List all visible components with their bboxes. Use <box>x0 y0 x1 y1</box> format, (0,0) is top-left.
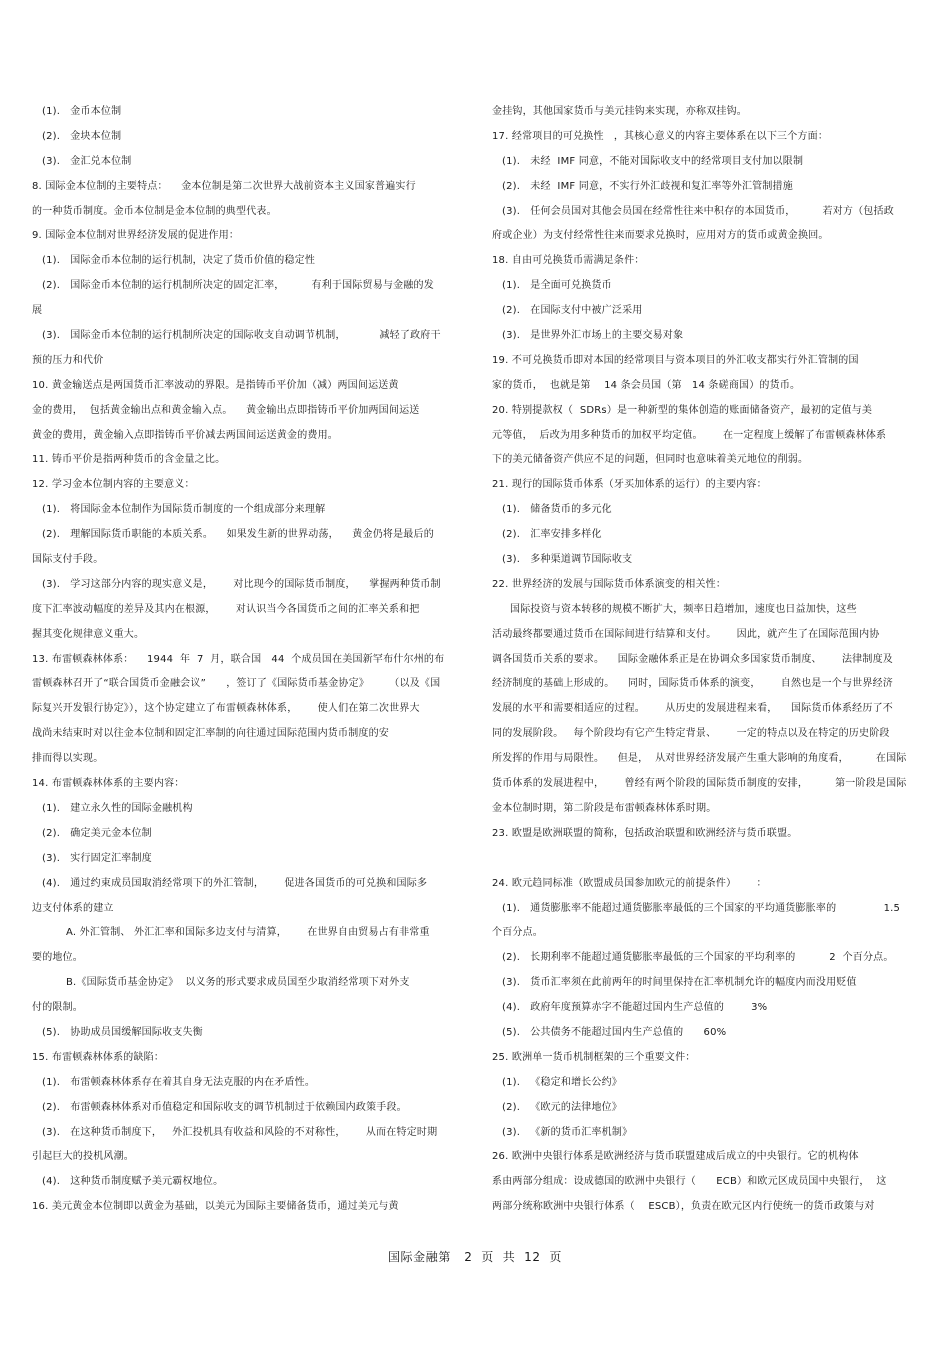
text-line: 付的限制。 <box>32 1002 83 1014</box>
text-line: 金挂钩，其他国家货币与美元挂钩来实现，亦称双挂钩。 <box>492 106 747 117</box>
text-line: (3). 货币汇率须在此前两年的时间里保持在汇率机制允许的幅度内而没用贬值 <box>502 977 857 989</box>
text-line: 战尚未结束时对以往金本位制和固定汇率制的向往通过国际范围内货币制度的安 <box>32 728 389 740</box>
text-line: (2). 确定美元金本位制 <box>42 827 152 839</box>
text-line: (2). 《欧元的法律地位》 <box>502 1101 623 1113</box>
text-line: 黄金的费用，黄金输入点即指铸币平价减去两国间运送黄金的费用。 <box>32 429 338 441</box>
text-line: 系由两部分组成：设成德国的欧洲中央银行（ ECB）和欧元区成员国中央银行， 这 <box>492 1176 887 1188</box>
text-line: (1). 通货膨胀率不能超过通货膨胀率最低的三个国家的平均通货膨胀率的 1.5 <box>502 902 901 914</box>
text-line: (1). 金币本位制 <box>42 106 122 117</box>
text-line: (4). 这种货币制度赋予美元霸权地位。 <box>42 1176 224 1188</box>
text-line: 26. 欧洲中央银行体系是欧洲经济与货币联盟建成后成立的中央银行。它的机构体 <box>492 1151 859 1163</box>
text-line: (1). 布雷顿森林体系存在着其自身无法克服的内在矛盾性。 <box>42 1076 316 1088</box>
text-line: 货币体系的发展进程中， 曾经有两个阶段的国际货币制度的安排， 第一阶段是国际 <box>492 778 907 790</box>
text-line: 国际投资与资本转移的规模不断扩大，频率日趋增加，速度也日益加快，这些 <box>510 603 857 615</box>
text-line: 元等值， 后改为用多种货币的加权平均定值。 在一定程度上缓解了布雷顿森林体系 <box>492 429 887 441</box>
text-line: (1). 建立永久性的国际金融机构 <box>42 802 193 814</box>
text-line: 下的美元储备资产供应不足的问题，但同时也意味着美元地位的削弱。 <box>492 454 809 466</box>
text-line: 11. 铸币平价是指两种货币的含金量之比。 <box>32 454 226 466</box>
page-footer: 国际金融第 2 页 共 12 页 <box>387 1250 563 1264</box>
text-line: (3). 在这种货币制度下， 外汇投机具有收益和风险的不对称性， 从而在特定时期 <box>42 1126 438 1138</box>
text-line: (1). 是全面可兑换货币 <box>502 280 612 292</box>
text-line: (1). 《稳定和增长公约》 <box>502 1076 623 1088</box>
text-line: (2). 金块本位制 <box>42 130 122 142</box>
text-line: (4). 通过约束成员国取消经常项下的外汇管制， 促进各国货币的可兑换和国际多 <box>42 877 428 889</box>
left-column <box>32 100 456 1220</box>
text-line: 发展的水平和需要相适应的过程。 从历史的发展进程来看， 国际货币体系经历了不 <box>492 703 893 715</box>
text-line: 21. 现行的国际货币体系（牙买加体系的运行）的主要内容： <box>492 479 767 491</box>
text-line: 两部分统称欧洲中央银行体系（ ESCB），负责在欧元区内行使统一的货币政策与对 <box>492 1201 875 1213</box>
text-line: (3). 是世界外汇市场上的主要交易对象 <box>502 330 684 342</box>
text-line: (5). 协助成员国缓解国际收支失衡 <box>42 1026 203 1038</box>
text-line: (3). 金汇兑本位制 <box>42 155 132 167</box>
text-line: (2). 汇率安排多样化 <box>502 529 602 541</box>
text-line: 调各国货币关系的要求。 国际金融体系正是在协调众多国家货币制度、 法律制度及 <box>492 653 893 665</box>
text-line: 度下汇率波动幅度的差异及其内在根源， 对认识当今各国货币之间的汇率关系和把 <box>32 603 420 615</box>
right-column <box>492 100 920 1220</box>
text-line: 排而得以实现。 <box>32 753 104 765</box>
text-line: 引起巨大的投机风潮。 <box>32 1151 134 1163</box>
text-line: 握其变化规律意义重大。 <box>32 628 145 640</box>
text-line: 边支付体系的建立 <box>32 902 114 914</box>
text-line: 际复兴开发银行协定》），这个协定建立了布雷顿森林体系， 使人们在第二次世界大 <box>32 703 420 715</box>
text-line: 家的货币， 也就是第 14 条会员国（第 14 条磋商国）的货币。 <box>492 379 801 391</box>
text-line: 个百分点。 <box>492 927 543 939</box>
text-line: (2). 理解国际货币职能的本质关系。 如果发生新的世界动荡， 黄金仍将是最后的 <box>42 529 434 541</box>
text-line: 18. 自由可兑换货币需满足条件： <box>492 255 645 267</box>
text-line: 12. 学习金本位制内容的主要意义： <box>32 479 195 491</box>
text-line: (1). 国际金币本位制的运行机制，决定了货币价值的稳定性 <box>42 255 316 267</box>
text-line: (1). 未经 IMF 同意，不能对国际收支中的经常项目支付加以限制 <box>502 155 804 167</box>
blank-line <box>492 847 920 872</box>
text-line: 13. 布雷顿森林体系： 1944 年 7 月，联合国 44 个成员国在美国新罕布什尔州的布 <box>32 653 445 665</box>
text-line: 10. 黄金输送点是两国货币汇率波动的界限。是指铸币平价加（减）两国间运送黄 <box>32 379 399 391</box>
text-line: A. 外汇管制、 外汇汇率和国际多边支付与清算， 在世界自由贸易占有非常重 <box>66 927 430 939</box>
text-line: (2). 在国际支付中被广泛采用 <box>502 305 643 317</box>
text-line: (3). 国际金币本位制的运行机制所决定的国际收支自动调节机制， 减轻了政府干 <box>42 330 441 342</box>
text-line: 府或企业）为支付经常性往来而要求兑换时，应用对方的货币或黄金换回。 <box>492 230 829 242</box>
text-line: 22. 世界经济的发展与国际货币体系演变的相关性： <box>492 578 727 590</box>
text-line: 19. 不可兑换货币即对本国的经常项目与资本项目的外汇收支都实行外汇管制的国 <box>492 354 859 366</box>
text-line: 雷顿森林召开了“联合国货币金融会议” ，签订了《国际货币基金协定》 （以及《国 <box>32 678 441 690</box>
text-line: (2). 未经 IMF 同意，不实行外汇歧视和复汇率等外汇管制措施 <box>502 180 793 192</box>
text-line: 活动最终都要通过货币在国际间进行结算和支付。 因此，就产生了在国际范围内协 <box>492 628 880 640</box>
text-line: (3). 任何会员国对其他会员国在经常性往来中积存的本国货币， 若对方（包括政 <box>502 205 894 217</box>
text-line: 展 <box>32 305 43 317</box>
text-line: 16. 美元黄金本位制即以黄金为基础，以美元为国际主要储备货币，通过美元与黄 <box>32 1201 399 1213</box>
text-line: (3). 《新的货币汇率机制》 <box>502 1126 633 1138</box>
text-line: (5). 公共债务不能超过国内生产总值的 60% <box>502 1026 727 1038</box>
text-line: 23. 欧盟是欧洲联盟的简称，包括政治联盟和欧洲经济与货币联盟。 <box>492 827 798 839</box>
text-line: 20. 特别提款权（ SDRs）是一种新型的集体创造的账面储备资产，最初的定值与美 <box>492 404 873 416</box>
text-line: 所发挥的作用与局限性。 但是， 从对世界经济发展产生重大影响的角度看， 在国际 <box>492 753 907 765</box>
text-line: 14. 布雷顿森林体系的主要内容： <box>32 778 185 790</box>
text-line: 经济制度的基础上形成的。 同时，国际货币体系的演变， 自然也是一个与世界经济 <box>492 678 893 690</box>
text-line: (3). 实行固定汇率制度 <box>42 852 152 864</box>
text-line: (4). 政府年度预算赤字不能超过国内生产总值的 3% <box>502 1002 768 1014</box>
text-line: (2). 长期利率不能超过通货膨胀率最低的三个国家的平均利率的 2 个百分点。 <box>502 952 894 964</box>
text-line: (2). 国际金币本位制的运行机制所决定的固定汇率， 有利于国际贸易与金融的发 <box>42 280 434 292</box>
text-line: 同的发展阶段。 每个阶段均有它产生特定背景、 一定的特点以及在特定的历史阶段 <box>492 728 890 740</box>
text-line: (3). 学习这部分内容的现实意义是， 对比现今的国际货币制度， 掌握两种货币制 <box>42 578 441 590</box>
text-line: 要的地位。 <box>32 952 83 964</box>
text-line: (2). 布雷顿森林体系对币值稳定和国际收支的调节机制过于依赖国内政策手段。 <box>42 1101 407 1113</box>
text-line: 9. 国际金本位制对世界经济发展的促进作用： <box>32 230 240 242</box>
text-line: 预的压力和代价 <box>32 354 104 366</box>
text-line: B.《国际货币基金协定》 以义务的形式要求成员国至少取消经常项下对外支 <box>66 977 410 989</box>
text-line: 15. 布雷顿森林体系的缺陷： <box>32 1051 165 1063</box>
text-line: (1). 将国际金本位制作为国际货币制度的一个组成部分来理解 <box>42 504 326 516</box>
text-line: (1). 储备货币的多元化 <box>502 504 612 516</box>
text-line: 的一种货币制度。金币本位制是金本位制的典型代表。 <box>32 205 277 217</box>
text-line: 金本位制时期，第二阶段是布雷顿森林体系时期。 <box>492 802 717 814</box>
text-line: 国际支付手段。 <box>32 554 104 566</box>
text-line: 8. 国际金本位制的主要特点： 金本位制是第二次世界大战前资本主义国家普遍实行 <box>32 180 416 192</box>
text-line: 24. 欧元趋同标准（欧盟成员国参加欧元的前提条件） ： <box>492 877 767 889</box>
text-line: 25. 欧洲单一货币机制框架的三个重要文件： <box>492 1051 696 1063</box>
text-line: 金的费用， 包括黄金输出点和黄金输入点。 黄金输出点即指铸币平价加两国间运送 <box>32 404 420 416</box>
text-line: 17. 经常项目的可兑换性 ，其核心意义的内容主要体系在以下三个方面： <box>492 130 829 142</box>
text-line: (3). 多种渠道调节国际收支 <box>502 554 633 566</box>
